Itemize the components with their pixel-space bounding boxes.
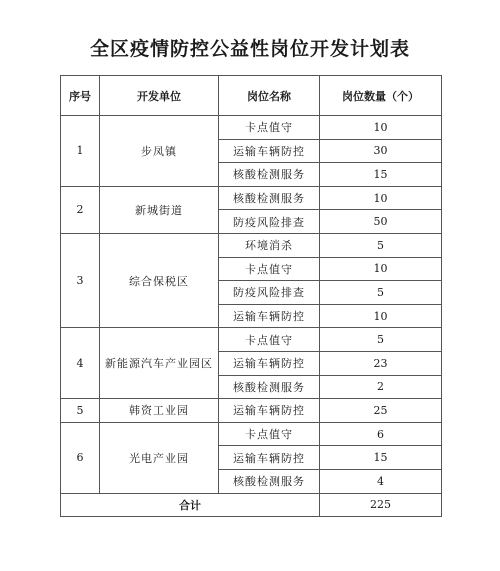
table-header-row (61, 76, 442, 116)
row-position-count: 5 (320, 233, 442, 257)
row-position-count: 23 (320, 351, 442, 375)
table-row (61, 116, 442, 140)
row-position-name: 卡点值守 (219, 422, 320, 446)
row-position-count: 2 (320, 375, 442, 399)
row-position-count: 15 (320, 163, 442, 187)
row-position-name: 运输车辆防控 (219, 351, 320, 375)
table-row (61, 328, 442, 352)
table-row (61, 186, 442, 210)
row-position-count: 4 (320, 469, 442, 493)
row-position-count: 25 (320, 399, 442, 423)
table-body (61, 116, 442, 494)
positions-table (60, 75, 442, 517)
row-unit: 新城街道 (100, 186, 219, 233)
row-seq: 5 (61, 399, 100, 423)
row-position-count: 10 (320, 257, 442, 281)
header-seq: 序号 (61, 76, 100, 116)
row-unit: 综合保税区 (100, 233, 219, 327)
row-position-name: 运输车辆防控 (219, 139, 320, 163)
row-position-count: 15 (320, 446, 442, 470)
row-position-name: 运输车辆防控 (219, 399, 320, 423)
row-position-count: 6 (320, 422, 442, 446)
row-position-name: 卡点值守 (219, 257, 320, 281)
row-position-name: 核酸检测服务 (219, 469, 320, 493)
row-seq: 4 (61, 328, 100, 399)
row-position-name: 防疫风险排查 (219, 210, 320, 234)
row-position-name: 环境消杀 (219, 233, 320, 257)
row-unit: 韩资工业园 (100, 399, 219, 423)
header-count: 岗位数量（个） (320, 76, 442, 116)
row-seq: 2 (61, 186, 100, 233)
document-title: 全区疫情防控公益性岗位开发计划表 (89, 38, 410, 60)
row-position-count: 30 (320, 139, 442, 163)
row-position-count: 10 (320, 116, 442, 140)
row-position-name: 卡点值守 (219, 328, 320, 352)
total-count: 225 (320, 493, 442, 516)
table-row (61, 233, 442, 257)
header-unit: 开发单位 (100, 76, 219, 116)
row-seq: 3 (61, 233, 100, 327)
row-position-count: 10 (320, 186, 442, 210)
row-unit: 新能源汽车产业园区 (100, 328, 219, 399)
row-position-name: 防疫风险排查 (219, 281, 320, 305)
row-unit: 步凤镇 (100, 116, 219, 187)
row-position-count: 5 (320, 328, 442, 352)
row-position-count: 5 (320, 281, 442, 305)
row-position-name: 卡点值守 (219, 116, 320, 140)
row-position-name: 核酸检测服务 (219, 375, 320, 399)
header-position: 岗位名称 (219, 76, 320, 116)
table-row (61, 422, 442, 446)
total-row (61, 493, 442, 516)
row-position-name: 核酸检测服务 (219, 163, 320, 187)
row-position-name: 运输车辆防控 (219, 304, 320, 328)
row-position-count: 50 (320, 210, 442, 234)
row-position-name: 核酸检测服务 (219, 186, 320, 210)
row-seq: 1 (61, 116, 100, 187)
row-seq: 6 (61, 422, 100, 493)
row-position-name: 运输车辆防控 (219, 446, 320, 470)
total-label: 合计 (61, 493, 320, 516)
row-unit: 光电产业园 (100, 422, 219, 493)
table-row (61, 399, 442, 423)
row-position-count: 10 (320, 304, 442, 328)
